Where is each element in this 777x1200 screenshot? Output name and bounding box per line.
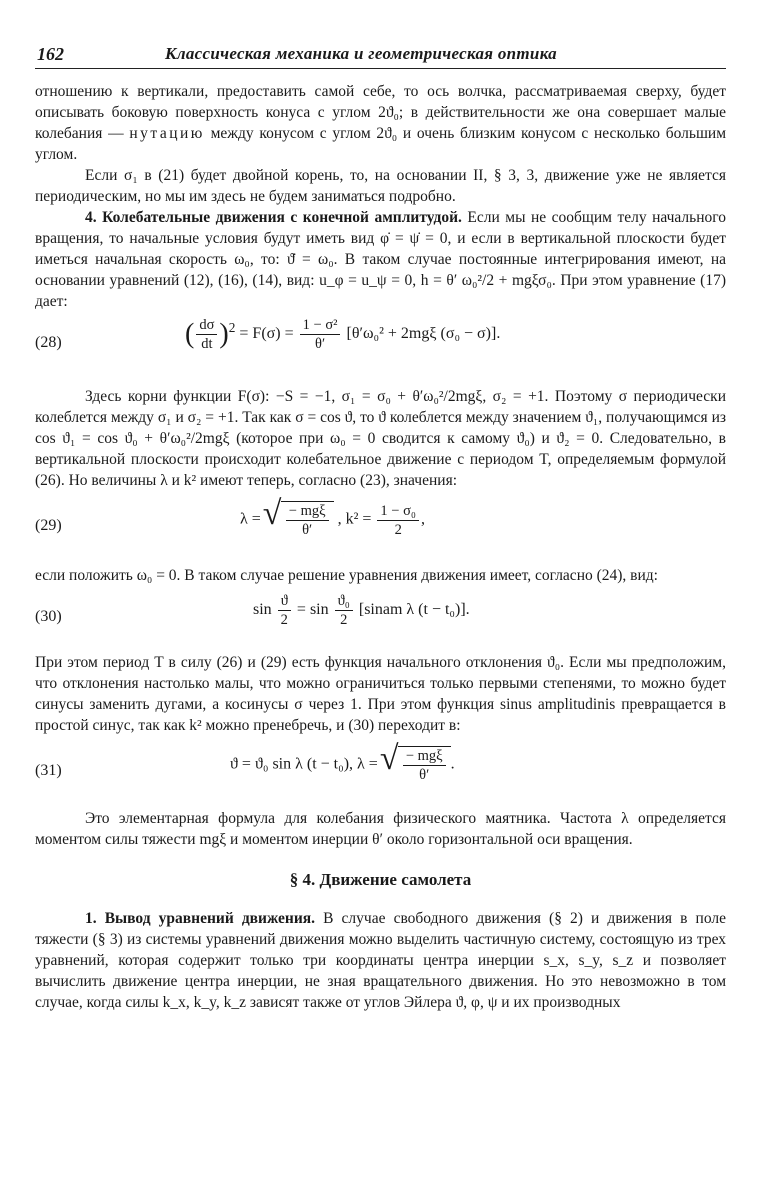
section-title: § 4. Движение самолета (289, 870, 472, 889)
eq30-rhs-num: ϑ₀ (335, 592, 353, 611)
paragraph-7: Это элементарная формула для колебания физического маятника. Частота λ определяется моментом силы тяжести mgξ и моментом инерции θ′ около горизонтальной оси вращения. (35, 810, 726, 848)
equation-body: ( $\frac{d\sigma}{dt}$ )$^2$ = F(σ) = $\frac{\text{1 − σ²}}{\theta'}$ [θ′ω₀² + 2mgξ (σ₀ − σ)]. (185, 317, 501, 352)
equation-31 (35, 736, 726, 808)
eq28-frac-num: 1 − σ² (300, 316, 341, 335)
eq31-sqrt-den: θ′ (419, 767, 430, 783)
eq28-lhs-num: dσ (196, 316, 217, 335)
eq30-rhs: [sinam λ (t − t₀)]. (358, 601, 470, 619)
paragraph-6: При этом период T в силу (26) и (29) есть функция начального отклонения ϑ₀. Если мы предположим, что отклонения настолько малы, что можно ограничиться только первыми степенями, то можно будет синусы заменить дугами, а косинусы σ через 1. При этом функция sinus amplitudinis превращается в простой синус, так как k² можно пренебречь, и (30) переходит в: (35, 654, 726, 734)
paragraph-5: если положить ω₀ = 0. В таком случае решение уравнения движения имеет, согласно (24), вид: (35, 567, 658, 584)
eq28-mid: = F(σ) = (239, 325, 294, 343)
eq31-lhs: ϑ = ϑ₀ sin λ (t − t₀), λ = (230, 755, 378, 773)
subsection-heading-1: 1. Вывод уравнений движения. (85, 910, 316, 927)
running-title: Классическая механика и геометрическая оптика (165, 44, 557, 63)
equation-body (253, 592, 470, 629)
paragraph-3-text: Если мы не сообщим телу начального вращения, то начальные условия будут иметь вид φ̇ = ψ̇ = 0, и если в вертикальной плоскости будет иметься начальная скорость ω₀, то: ϑ̇ = ω₀. В таком случае постоянные интегрирования имеют, на основании уравнений (12), (16), (14), вид: u_φ = u_ψ = 0, h = θ′ ω₀²/2 + mgξσ₀. При этом уравнение (17) дает: (35, 209, 727, 310)
paragraph-1-end: между конусом с углом 2ϑ₀ и очень близким конусом с несколько большим углом. (35, 125, 727, 163)
paragraph-4: Здесь корни функции F(σ): −S = −1, σ₁ = σ₀ + θ′ω₀²/2mgξ, σ₂ = +1. Поэтому σ периодически колеблется между σ₁ и σ₂ = +1. Так как σ = cos ϑ, то ϑ колеблется между значением ϑ₁, получающимся из cos ϑ₁ = cos ϑ₀ + θ′ω₀²/2mgξ (которое при ω₀ = 0 сводится к самому ϑ₀) и ϑ₂ = 0. Следовательно, в вертикальной плоскости происходит колебательное движение с периодом T, определяемым формулой (26). Но величины λ и k² имеют теперь, согласно (23), значения: (35, 388, 726, 489)
equation-28 (35, 312, 726, 386)
eq30-lhs-den: 2 (280, 612, 288, 628)
page-number: 162 (37, 44, 64, 64)
eq29-lambda: λ = (240, 510, 261, 528)
paragraph-2: Если σ₁ в (21) будет двойной корень, то, на основании II, § 3, 3, движение уже не является периодическим, но мы им здесь не будем заниматься подробно. (35, 167, 726, 205)
spaced-term-nutation: нутацию (129, 125, 205, 142)
equation-number: (31) (35, 762, 62, 779)
equation-number: (30) (35, 608, 62, 625)
running-header (35, 40, 726, 69)
eq30-lhs-num: ϑ (278, 592, 291, 611)
equation-number: (28) (35, 334, 62, 351)
paragraph-1 (35, 81, 726, 165)
paragraph-8 (35, 908, 726, 1013)
eq29-sqrt-den: θ′ (302, 522, 313, 538)
equation-body: λ = √ $\frac{\text{− mgξ}}{\theta'}$ , k² = $\frac{\text{1 − σ₀}}{2}$ , (240, 495, 425, 538)
book-page (35, 40, 726, 1013)
subsection-heading-4: 4. Колебательные движения с конечной амплитудой. (85, 209, 462, 226)
eq28-frac-den: θ′ (315, 336, 326, 352)
eq30-mid: = sin (296, 601, 329, 619)
eq31-sqrt-num: − mgξ (403, 747, 446, 766)
equation-body: ϑ = ϑ₀ sin λ (t − t₀), λ = √ $\frac{\text{− mgξ}}{\theta'}$ . (230, 740, 455, 783)
paragraph-1-text: отношению к вертикали, предоставить самой себе, то ось волчка, рассматриваемая сверху, будет описывать боковую поверхность конуса с углом 2ϑ₀; в действительности же она совершает малые колебания — (35, 83, 726, 142)
paragraph-8-text: В случае свободного движения (§ 2) и движения в поле тяжести (§ 3) из системы уравнений движения можно выделить частичную систему, состоящую из трех уравнений, которая содержит только три координаты центра инерции s_x, s_y, s_z и позволяет вычислить движение центра инерции, не зная вращательного движения. Но это невозможно в том случае, когда силы k_x, k_y, k_z зависят также от углов Эйлера ϑ, φ, ψ и их производных (35, 910, 726, 1011)
square-root-icon: √ $\frac{\text{− mgξ}}{\theta'}$ (382, 746, 451, 784)
equation-number: (29) (35, 517, 62, 534)
eq28-lhs-den: dt (201, 336, 213, 352)
eq30-lhs: sin (253, 601, 272, 619)
square-root-icon: √ $\frac{\text{− mgξ}}{\theta'}$ (265, 501, 334, 539)
paragraph-3 (35, 207, 726, 312)
equation-30 (35, 586, 726, 652)
eq29-k-num: 1 − σ₀ (377, 502, 419, 521)
eq29-k-den: 2 (394, 521, 402, 538)
eq28-rhs: [θ′ω₀² + 2mgξ (σ₀ − σ)]. (346, 325, 501, 343)
eq30-rhs-den: 2 (340, 612, 348, 628)
eq29-k2: , k² = (337, 510, 372, 528)
eq29-sqrt-num: − mgξ (286, 502, 329, 521)
equation-29 (35, 491, 726, 565)
